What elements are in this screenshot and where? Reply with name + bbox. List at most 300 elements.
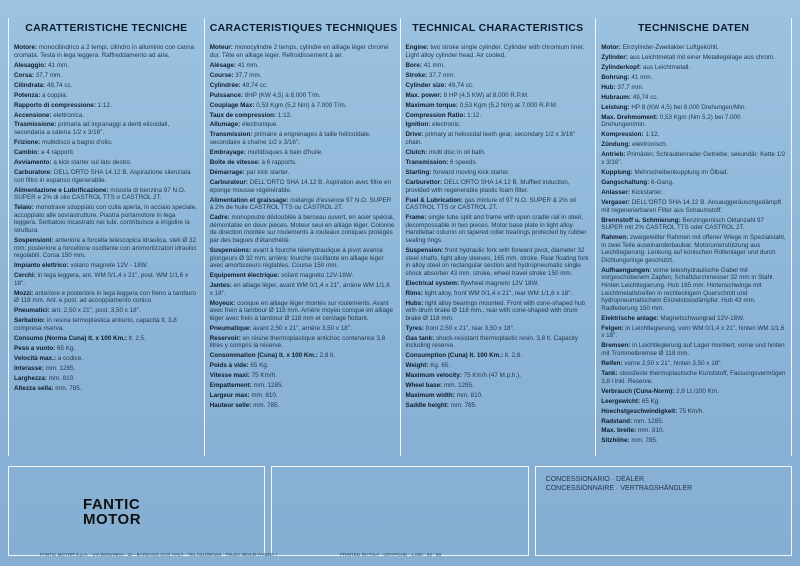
spec-value: DELL'ORTO SHA 14.12 B. Ansauggeräuschgedämpft mit regenerierbaren Filter aus Schaumstoff. <box>601 198 782 214</box>
spec-entry <box>601 114 786 129</box>
spec-value: mm. 1285. <box>253 382 284 390</box>
spec-key: Vitesse maxi: <box>209 372 250 380</box>
column-title: CARATTERISTICHE TECNICHE <box>25 22 188 34</box>
spec-entry <box>601 169 786 177</box>
spec-value: 49,74 cc. <box>632 93 659 101</box>
spec-key: Gangschaltung: <box>601 179 650 186</box>
spec-entry <box>406 112 591 120</box>
spec-entry <box>210 121 395 129</box>
spec-entry <box>406 197 591 212</box>
spec-key: Weight: <box>405 362 429 370</box>
spec-entry <box>210 82 395 90</box>
spec-key: Hub: <box>601 83 616 91</box>
spec-key: Zylinder: <box>601 53 628 61</box>
spec-entry <box>210 149 395 157</box>
spec-value: a coppia. <box>42 91 68 99</box>
spec-entry <box>210 372 395 380</box>
spec-list <box>210 44 395 410</box>
spec-key: Maximum width: <box>405 392 455 400</box>
spec-entry <box>14 290 199 305</box>
spec-key: Corsa: <box>14 71 34 79</box>
spec-value: avant 2,50 x 21", arrière 3,50 x 18". <box>253 324 352 332</box>
spec-entry <box>601 64 786 72</box>
spec-value: à 6 rapports. <box>261 159 297 167</box>
spec-entry <box>14 335 199 343</box>
spec-value: shock-resistant thermoplastic resin, 3,8 lt. Capacity including reserve. <box>405 334 579 350</box>
spec-key: Taux de compression: <box>209 111 277 119</box>
spec-entry <box>210 335 395 350</box>
spec-value: 65 Kg. <box>250 362 269 370</box>
blank-panel <box>271 466 528 556</box>
spec-key: Equipement électrique: <box>209 272 280 280</box>
spec-entry <box>14 204 199 234</box>
spec-value: mm. 785. <box>253 402 280 410</box>
spec-value: Magnetschwungrad 12V-18W. <box>660 314 745 322</box>
spec-value: monocilindrico a 2 tempi, cilindro in alluminio con canna cromata. Testa in lega leggera. Raffreddamento ad aria. <box>14 44 195 59</box>
spec-value: 1:12. <box>97 101 112 109</box>
spec-entry <box>210 382 395 390</box>
spec-list <box>14 44 199 392</box>
spec-key: Cerchi: <box>14 272 36 280</box>
spec-value: 37,7 mm. <box>617 83 644 91</box>
spec-key: Consumption (Cuna) lt. 100 Km.: <box>405 352 504 360</box>
spec-value: multidisco a bagno d'olio. <box>42 139 113 147</box>
spec-value: 41 mm. <box>631 73 653 81</box>
spec-value: Benzingemisch Oktanzahl 97 SUPER mit 2% CASTROL TTS oder CASTROL 2T. <box>601 216 764 232</box>
spec-key: Consumo (Norma Cuna) lt. x 100 Km.: <box>14 334 128 342</box>
spec-value: in Leichtlegierung auf Lager montiert, vorne und hinten mit Trommelbremse Ø 118 mm. <box>601 342 785 357</box>
spec-key: Electrical system: <box>405 279 460 287</box>
spec-entry <box>601 437 786 445</box>
bottom-panels <box>8 466 792 562</box>
spec-key: Pneumatici: <box>14 307 50 315</box>
spec-key: Suspension: <box>405 246 444 254</box>
spec-value: volant magnéto 12V-18W. <box>281 272 354 280</box>
spec-entry <box>210 112 395 120</box>
spec-entry <box>601 141 786 149</box>
spec-key: Larghezza: <box>14 374 47 382</box>
spec-key: Frizione: <box>14 139 41 147</box>
spec-value: electronic. <box>432 121 461 129</box>
spec-key: Clutch: <box>405 149 428 157</box>
spec-value: Kg. 65. <box>430 362 451 370</box>
spec-value: 65 Kg. <box>641 397 661 405</box>
spec-list <box>601 44 786 445</box>
spec-key: Reservoir: <box>209 334 241 342</box>
spec-key: Tyres: <box>405 324 424 332</box>
spec-key: Cilindrata: <box>14 81 46 89</box>
spec-entry <box>210 282 395 297</box>
spec-key: Ignition: <box>405 121 431 129</box>
dealer-line-1: CONCESSIONARIO · DEALER <box>545 476 645 483</box>
spec-value: mm. 785. <box>55 384 82 392</box>
spec-entry <box>406 72 591 80</box>
spec-value: primaire à engrenages à taille hélicoïdale, secondaire à chaîne 1/2 x 3/16". <box>209 131 371 147</box>
spec-entry <box>601 84 786 92</box>
spec-entry <box>601 388 786 396</box>
spec-entry <box>601 267 786 313</box>
spec-value: par kick starter. <box>246 169 290 177</box>
spec-entry <box>210 44 395 59</box>
spec-key: Potenza: <box>14 91 41 99</box>
spec-value: 6-Gang. <box>650 179 674 186</box>
spec-value: mélange d'essence 97 N.O. SUPER à 2% de huile CASTROL TTS ou CASTROL 2T. <box>209 196 392 212</box>
spec-entry <box>601 234 786 264</box>
spec-value: front 2,50 x 21", rear 3,50 x 18". <box>425 324 515 332</box>
spec-key: Antrieb: <box>601 151 626 159</box>
spec-key: Jantes: <box>209 282 232 290</box>
spec-entry <box>14 44 199 59</box>
spec-value: primary at helicoidal teeth gear, secondary 1/2 x 3/16" chain. <box>405 131 576 147</box>
spec-key: Cylindrée: <box>209 81 241 89</box>
spec-value: 2,8 lt. <box>319 352 336 360</box>
spec-entry <box>406 121 591 129</box>
spec-key: Saddle height: <box>405 402 449 410</box>
spec-value: DELL'ORTO SHA 14.12 B. Muffled induction, provided with regenerable plastic foam filter. <box>405 179 570 194</box>
spec-key: Mozzi: <box>14 289 34 297</box>
spec-key: Pneumatique: <box>209 324 252 332</box>
spec-value: in resina termoplastica antiurto, capacità lt. 3,8 compresa riserva. <box>14 317 177 332</box>
spec-value: 1:12. <box>467 111 482 119</box>
spec-value: zweigeteilter Rahmen mit offener Wiege in Spezialstahl, in zwei Teile auseinanderbaubar. Motorunterstützung aus Leichtlegierung. Lenkung auf konischen Rollenlager und durch Dichtungsringe geschützt. <box>601 234 786 264</box>
spec-key: Hoechstgeschwindigkeit: <box>601 407 678 415</box>
column-title: CARACTERISTIQUES TECHNIQUES <box>209 22 398 34</box>
spec-entry <box>210 362 395 370</box>
spec-key: Cylinder size: <box>405 81 447 89</box>
spec-entry <box>601 418 786 426</box>
spec-entry <box>210 131 395 146</box>
spec-value: front hydraulic fork with forward pivot, diameter 32 steel shafts, light alloy sleeves, 165 mm. stroke. Rear floating fork in alloy steel on rectangular section and hydropneumatic single shock absorber 43 mm. stroke, wheel travel stroke 150 mm. <box>405 246 589 277</box>
spec-key: Course: <box>209 71 234 79</box>
spec-entry <box>406 82 591 90</box>
spec-value: volano magnete 12V - 18W. <box>70 262 149 270</box>
spec-value: 49,74 cc. <box>242 81 268 89</box>
spec-entry <box>210 92 395 100</box>
spec-key: Cadre: <box>209 214 230 222</box>
spec-value: Mehrscheibenkupplung im Ölbad. <box>634 169 729 177</box>
spec-entry <box>14 102 199 110</box>
spec-value: avant à fourche télehydraulique à pivot avancé plongeurs Ø 32 mm; arrière: fourche oscillante en alliage léger avec amortisseurs réglables. Course 150 mm. <box>209 246 384 270</box>
spec-list <box>406 44 591 410</box>
spec-value: mm. 810. <box>456 392 483 400</box>
spec-key: Fuel & Lubrication: <box>405 196 463 204</box>
spec-entry <box>601 325 786 340</box>
spec-value: single tube split and frame with open cradle rail in steel, decompossable in two pieces. Motor base plate in light alloy. Handlebar column on tapered roller bearings protected by rubber sealing rings. <box>405 214 587 244</box>
spec-key: Carburatore: <box>14 169 53 177</box>
spec-value: 1:12. <box>645 131 660 139</box>
spec-key: Accensione: <box>14 111 52 119</box>
spec-value: aus Leichtmetall. <box>642 63 691 71</box>
spec-value: 75 Km/h (47 M.p.h.). <box>463 372 521 380</box>
spec-entry <box>601 74 786 82</box>
spec-key: Bore: <box>405 61 422 69</box>
logo-panel <box>8 466 265 556</box>
spec-key: Drive: <box>405 131 424 139</box>
spec-key: Largeur max: <box>209 392 250 400</box>
spec-key: Bremsen: <box>601 342 631 350</box>
spec-key: Cambio: <box>14 149 40 157</box>
spec-key: Aufhaengungen: <box>601 266 652 274</box>
spec-key: Puissance: <box>209 91 243 99</box>
spec-entry <box>14 237 199 260</box>
spec-entry <box>14 375 199 383</box>
spec-key: Moteur: <box>209 44 233 51</box>
spec-entry <box>601 94 786 102</box>
spec-value: 37,7 mm. <box>235 71 262 79</box>
spec-value: mm. 810. <box>251 392 278 400</box>
spec-key: Boîte de vitesse: <box>209 159 260 167</box>
spec-value: 75 Km/h. <box>251 372 277 380</box>
spec-value: light alloy, front WM 0/1,4 x 21", rear WM 1/1,6 x 18". <box>424 289 573 297</box>
spec-value: multi disc in oil bath. <box>428 149 486 157</box>
spec-key: Maximum velocity: <box>405 372 462 380</box>
spec-entry <box>406 280 591 288</box>
spec-entry <box>210 392 395 400</box>
spec-entry <box>601 44 786 52</box>
spec-value: 49,74 cc. <box>46 81 73 89</box>
spec-entry <box>210 402 395 410</box>
spec-key: Motore: <box>14 44 38 51</box>
spec-entry <box>601 398 786 406</box>
spec-entry <box>601 217 786 232</box>
spec-value: 41 mm. <box>237 61 259 69</box>
spec-key: Vergaser: <box>601 198 630 206</box>
spec-value: 1:12. <box>277 111 292 119</box>
spec-key: Leergewicht: <box>601 397 641 405</box>
spec-entry <box>14 272 199 287</box>
spec-key: Impianto elettrico: <box>14 262 69 270</box>
spec-key: Kompression: <box>601 131 644 139</box>
spec-value: mm. 810. <box>638 427 665 435</box>
spec-entry <box>14 112 199 120</box>
spec-key: Max. power: <box>405 91 442 99</box>
spec-entry <box>406 179 591 194</box>
spec-key: Alesaggio: <box>14 61 47 69</box>
spec-value: mm. 1285. <box>444 382 474 390</box>
column-french <box>205 18 401 456</box>
spec-entry <box>601 342 786 357</box>
spec-value: multidisques à bain d'huile. <box>247 149 323 157</box>
spec-value: 2,8 Lt./100 Km. <box>676 387 719 395</box>
spec-value: 37,7 mm. <box>35 71 62 79</box>
spec-entry <box>406 290 591 298</box>
spec-key: Carburateur: <box>209 179 248 186</box>
spec-entry <box>601 151 786 166</box>
spec-value: Primären: Schraubenrader Getriebe; sekundär: Kette 1/2 x 3/16". <box>601 151 786 167</box>
spec-key: Tank: <box>601 369 618 377</box>
column-title: TECHNICAL CHARACTERISTICS <box>412 22 584 34</box>
spec-value: 0,53 Kgm (Nm 5,2) bei 7.000 Drehungen/min. <box>601 113 741 129</box>
spec-key: Hauteur selle: <box>209 402 252 410</box>
spec-entry <box>14 169 199 184</box>
spec-value: 0,53 Kgm (5,2 Nm) à 7.000 T/m. <box>256 101 347 109</box>
spec-value: en résine thermoplastique antichoc contenance 3,8 litres y compris la réserve. <box>209 334 386 350</box>
spec-value: flywheel magneto 12V 18W. <box>460 279 539 287</box>
spec-key: Trasmissione: <box>14 121 57 129</box>
spec-key: Velocità max.: <box>14 354 56 362</box>
spec-entry <box>14 345 199 353</box>
spec-entry <box>406 149 591 157</box>
spec-key: Peso a vuoto: <box>14 344 56 352</box>
spec-key: Rapporto di compressione: <box>14 101 96 109</box>
spec-key: Wheel base: <box>405 382 443 390</box>
spec-entry <box>210 169 395 177</box>
spec-entry <box>406 92 591 100</box>
spec-key: Maximum torque: <box>405 101 458 109</box>
dealer-panel <box>535 466 792 556</box>
spec-key: Sitzhöhe: <box>601 437 630 445</box>
spec-value: monotrave sdoppiato con culla aperta, in acciaio speciale, accoppiato alle sovrastrutture. Piastra portamotore in lega leggera. Serbatoio incastrato nei tubi, contribuisce a irrigidire la struttura. <box>14 204 197 234</box>
spec-entry <box>210 325 395 333</box>
spec-value: mm. 785. <box>631 437 658 445</box>
spec-key: Max. breite: <box>601 427 637 435</box>
spec-value: DELL'ORTO SHA 14.12 B. Aspiration avec filtre en éponge mousse régénérable. <box>209 179 391 194</box>
spec-value: in lega leggera, ant. WM 0/1,4 x 21", post. WM 1/1,6 x 18". <box>14 272 189 287</box>
footer-print-note: PRINTED IN ITALY - GRAFICHE - 1.000 · 02 · 83 <box>340 552 442 557</box>
spec-entry <box>210 247 395 270</box>
spec-key: Consommation (Cuna) lt. x 100 Km.: <box>209 352 318 360</box>
spec-value: 6 speeds. <box>449 159 478 167</box>
spec-value: a kick starter sul lato destro. <box>53 159 132 167</box>
spec-value: mm. 1285. <box>45 364 76 372</box>
spec-entry <box>406 169 591 177</box>
spec-value: two stroke single cylinder. Cylinder with chromium liner. Light alloy cylinder head. Air cooled. <box>405 44 585 59</box>
spec-key: Couplage Max: <box>209 101 255 109</box>
spec-value: elettronica. <box>53 111 85 119</box>
spec-entry <box>406 102 591 110</box>
spec-key: Alésage: <box>209 61 236 69</box>
spec-key: Leistung: <box>601 103 630 111</box>
spec-key: Anlasser: <box>601 188 630 196</box>
spec-key: Verbrauch (Cuna-Norm): <box>601 387 675 395</box>
spec-entry <box>14 72 199 80</box>
fantic-motor-logo <box>83 497 141 527</box>
spec-value: 75 Km/h. <box>678 407 705 415</box>
spec-value: 8 HP (4,5 KW) at 8.000 R.P.M. <box>443 91 529 99</box>
spec-key: Empattement: <box>209 382 252 390</box>
spec-value: 0,53 Kgm (5,2 Nm) at 7.000 R.P.M. <box>459 101 558 109</box>
spec-value: 41 mm. <box>47 61 69 69</box>
spec-key: Radstand: <box>601 417 633 425</box>
spec-key: Rahmen: <box>601 234 629 242</box>
spec-key: Bohrung: <box>601 73 630 81</box>
spec-entry <box>210 72 395 80</box>
spec-entry <box>14 317 199 332</box>
spec-key: Transmission: <box>405 159 449 167</box>
spec-key: Engine: <box>405 44 429 51</box>
spec-entry <box>14 62 199 70</box>
spec-key: Felgen: <box>601 324 624 332</box>
spec-entry <box>406 131 591 146</box>
spec-key: Zündung: <box>601 141 631 149</box>
spec-entry <box>406 44 591 59</box>
spec-value: électronique. <box>241 121 279 129</box>
spec-entry <box>210 272 395 280</box>
spec-entry <box>210 214 395 244</box>
spec-entry <box>406 352 591 360</box>
spec-key: Motor: <box>601 44 621 51</box>
spec-value: HP 8 (KW 4,5) bei 8.000 Drehungen/Min. <box>631 103 747 111</box>
spec-key: Telaio: <box>14 204 34 212</box>
spec-value: elektronisch. <box>632 141 668 149</box>
spec-key: Sospensioni: <box>14 236 54 244</box>
spec-entry <box>406 247 591 277</box>
dealer-line-2: CONCESSIONNAIRE · VERTRAGSHÄNDLER <box>545 485 693 492</box>
spec-entry <box>406 392 591 400</box>
spec-entry <box>14 159 199 167</box>
spec-entry <box>14 187 199 202</box>
spec-value: 41 mm. <box>423 61 445 69</box>
spec-value: anteriore e posteriore in lega leggera con freno a tamburo Ø 118 mm. Ant. e post. ad accoppiamento conico. <box>14 289 197 305</box>
spec-entry <box>601 189 786 197</box>
spec-value: lt. 2,8. <box>504 352 523 360</box>
spec-entry <box>601 179 786 187</box>
spec-key: Frame: <box>405 214 427 222</box>
column-italian <box>8 18 205 456</box>
spec-key: Poids à vide: <box>209 362 249 370</box>
spec-value: vorne teleshydraulische Gabel mit vorgeschobenem Zapfen, Schaftdurchmesser 32 mm in Stahl. Hinten Leichtlegierung. Hub 165 mm. Hintenschwinge mit Leichtmetallstreifen in rechteckigem Querschnitt und hydropneumatischem Einzelstossdämpfer. Hub 43 mm. Radfederung 150 mm. <box>601 266 775 312</box>
spec-entry <box>601 360 786 368</box>
spec-value: forward moving kick starter. <box>433 169 510 177</box>
spec-key: Démarrage: <box>209 169 245 177</box>
logo-line-2: MOTOR <box>83 511 142 528</box>
spec-value: conique en alliage léger montés sur roulements. Avant avec frein à tambour Ø 118 mm. Arrière moyeu conique en alliage léger avec frein à tambour Ø 118 mm et cerclage flottant. <box>209 299 394 322</box>
spec-key: Compression Ratio: <box>405 111 466 119</box>
spec-key: Reifen: <box>601 359 623 367</box>
spec-value: primaria ad ingranaggi a denti elicoidali, secondaria a catena 1/2 x 3/16". <box>14 121 170 137</box>
spec-value: DELL'ORTO SHA 14.12 B. Aspirazione silenziata con filtro in espanso rigenerabile. <box>14 169 191 184</box>
spec-entry <box>406 214 591 244</box>
spec-key: Alimentazione e Lubrificazione: <box>14 186 109 194</box>
spec-entry <box>14 149 199 157</box>
spec-entry <box>406 402 591 410</box>
spec-value: monopoutre dédoublée à berceau ouvert, en acier spécial, démontable en deux pièces. Moteur seul en alliage léger. Colonne de direction montée sur roulements à rouleaux coniques protégés par des bagues d'étanchéité. <box>209 214 395 244</box>
dealer-stamp-label <box>546 475 693 493</box>
spec-entry <box>601 131 786 139</box>
spec-value: anteriore a forcella telescopica idraulica, steli Ø 32 mm; posteriore a forcellone oscillante con ammortizzatori idraulici regolabili. Corsa 150 mm. <box>14 236 197 260</box>
spec-value: Kickstarter. <box>631 188 663 196</box>
spec-entry <box>601 408 786 416</box>
spec-key: Embrayage: <box>209 149 246 157</box>
spec-value: a 4 rapporti. <box>40 149 75 157</box>
spec-entry <box>210 102 395 110</box>
spec-entry <box>14 92 199 100</box>
spec-entry <box>601 427 786 435</box>
spec-value: lt. 2,5. <box>128 334 146 342</box>
spec-entry <box>14 355 199 363</box>
spec-value: a codice. <box>57 354 83 362</box>
spec-key: Rims: <box>405 289 423 297</box>
spec-value: light alloy bearings mounted. Front with cone-shaped hub with drum brake Ø 118 mm., rear with cone-shaped with drum brake Ø 118 mm. <box>405 299 586 322</box>
spec-entry <box>14 82 199 90</box>
spec-key: Alimentation et graissage: <box>209 196 289 204</box>
spec-value: mm. 1285. <box>633 417 664 425</box>
spec-key: Interasse: <box>14 364 44 372</box>
spec-entry <box>14 307 199 315</box>
spec-value: mm. 785. <box>450 402 477 410</box>
spec-entry <box>14 262 199 270</box>
spec-key: Max. Drehmoment: <box>601 113 658 121</box>
spec-entry <box>601 315 786 323</box>
spec-key: Zylinderkopf: <box>601 63 642 71</box>
spec-value: 37,7 mm. <box>428 71 456 79</box>
spec-key: Transmission: <box>209 131 253 139</box>
column-german <box>596 18 792 456</box>
spec-value: ant. 2,50 x 21", post. 3,50 x 18". <box>51 307 141 315</box>
spec-entry <box>210 300 395 323</box>
spec-entry <box>406 362 591 370</box>
spec-value: Einzylinder-Zweitakter Luftgekühlt. <box>622 44 719 51</box>
